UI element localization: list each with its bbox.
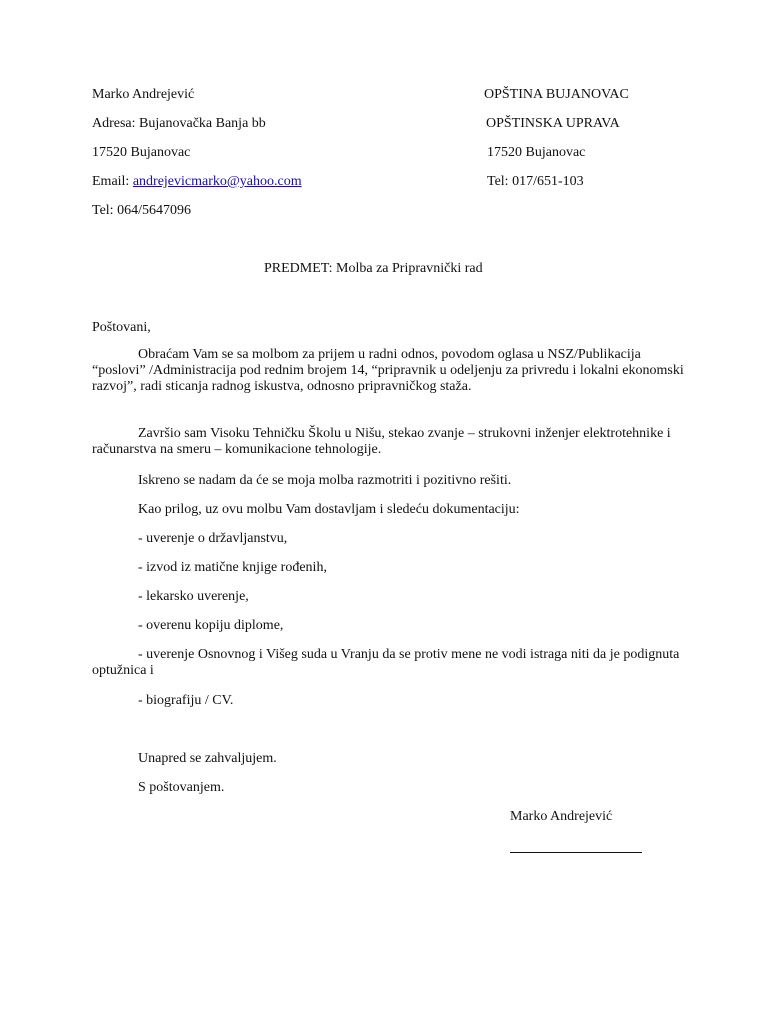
list-item: - uverenje Osnovnog i Višeg suda u Vranju da se protiv mene ne vodi istraga niti da je podignuta optužnica i [92, 647, 680, 678]
signature-line [510, 852, 642, 853]
recipient-phone: Tel: 017/651-103 [487, 174, 584, 189]
list-item: - lekarsko uverenje, [138, 589, 249, 604]
list-item: - uverenje o državljanstvu, [138, 531, 288, 546]
sender-email-label: Email: [92, 174, 133, 189]
subject-line: PREDMET: Molba za Pripravnički rad [264, 261, 483, 276]
sender-phone: Tel: 064/5647096 [92, 203, 191, 218]
closing-regards: S poštovanjem. [138, 780, 225, 795]
sender-address: Adresa: Bujanovačka Banja bb [92, 116, 266, 131]
sender-email-link[interactable]: andrejevicmarko@yahoo.com [132, 174, 302, 189]
sender-email-line [92, 174, 302, 190]
greeting: Poštovani, [92, 320, 151, 335]
list-item: - overenu kopiju diplome, [138, 618, 284, 633]
paragraph-attachments-intro: Kao prilog, uz ovu molbu Vam dostavljam i sledeću dokumentaciju: [138, 502, 520, 517]
signature-name: Marko Andrejević [510, 809, 613, 824]
paragraph-hope: Iskreno se nadam da će se moja molba razmotriti i pozitivno rešiti. [138, 473, 512, 488]
paragraph-request: Obraćam Vam se sa molbom za prijem u radni odnos, povodom oglasa u NSZ/Publikacija “poslovi” /Administracija pod rednim brojem 14, “pripravnik u odeljenju za privredu i lokalni ekonomski razvoj”, radi sticanja radnog iskustva, odnosno pripravničkog staža. [92, 347, 684, 394]
sender-name: Marko Andrejević [92, 87, 195, 102]
paragraph-education: Završio sam Visoku Tehničku Školu u Nišu, stekao zvanje – strukovni inženjer elektrotehnike i računarstva na smeru – komunikacione tehnologije. [92, 426, 671, 457]
list-item: - izvod iz matične knjige rođenih, [138, 560, 327, 575]
recipient-line1: OPŠTINA BUJANOVAC [484, 87, 629, 102]
recipient-city: 17520 Bujanovac [487, 145, 586, 160]
closing-thanks: Unapred se zahvaljujem. [138, 751, 277, 766]
sender-city: 17520 Bujanovac [92, 145, 191, 160]
recipient-line2: OPŠTINSKA UPRAVA [486, 116, 620, 131]
list-item: - biografiju / CV. [138, 693, 234, 708]
